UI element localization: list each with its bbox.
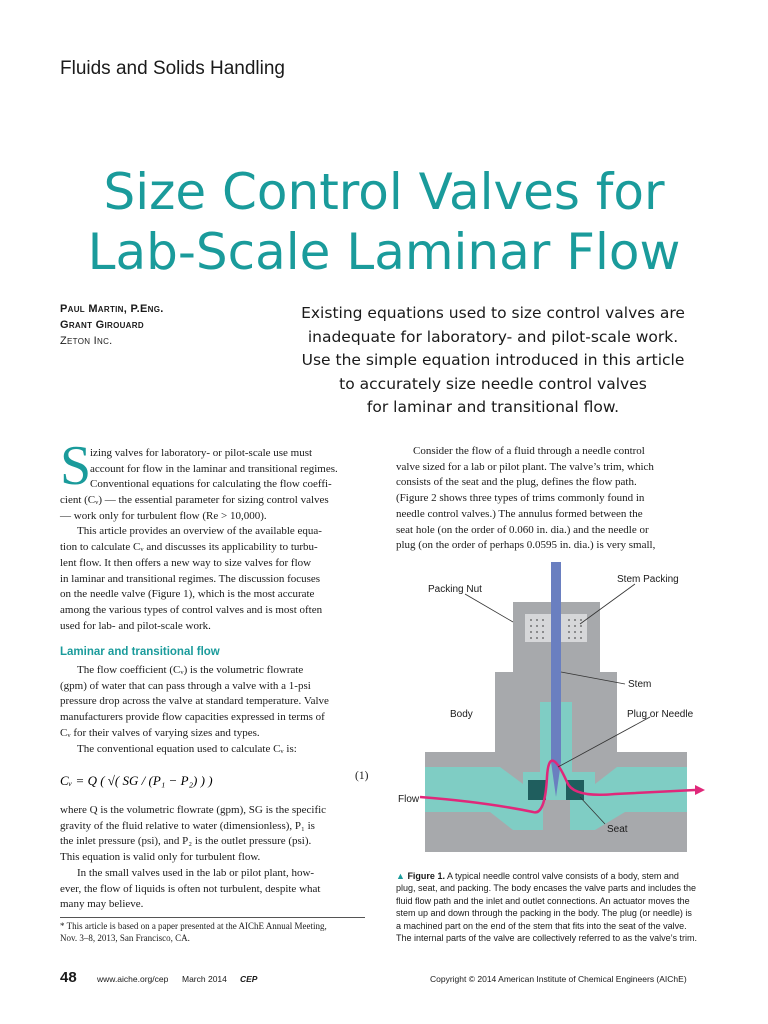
- caption-line: The internal parts of the valve are collectively referred to as the valve’s trim.: [396, 933, 697, 944]
- body-line: the inlet pressure (psi), and P₂ is the outlet pressure (psi).: [60, 835, 312, 848]
- body-line: lent flow. It then offers a new way to size valves for flow: [60, 556, 312, 569]
- label-body: Body: [450, 709, 473, 720]
- title-line-2: Lab-Scale Laminar Flow: [87, 223, 681, 281]
- body-line: (gpm) of water that can pass through a valve with a 1-psi: [60, 679, 311, 692]
- body-line: cient (Cᵥ) — the essential parameter for sizing control valves: [60, 494, 329, 506]
- label-plug: Plug or Needle: [627, 709, 694, 720]
- body-line: Cᵥ for their valves of varying sizes and types.: [60, 726, 260, 739]
- label-packing-nut: Packing Nut: [428, 584, 482, 595]
- right-column-para: [396, 444, 655, 554]
- body-line: where Q is the volumetric flowrate (gpm), SG is the specific: [60, 804, 327, 816]
- footnote-line: * This article is based on a paper presented at the AIChE Annual Meeting,: [60, 921, 327, 931]
- page-number: 48: [60, 969, 77, 986]
- author-block: [60, 301, 164, 349]
- body-line: used for lab- and pilot-scale work.: [60, 619, 211, 632]
- deck-line: Use the simple equation introduced in this article: [301, 351, 685, 369]
- body-line: tion to calculate Cᵥ and discusses its applicability to turbu-: [60, 541, 318, 554]
- body-line: izing valves for laboratory- or pilot-scale use must: [90, 447, 313, 459]
- body-line: seat hole (on the order of 0.060 in. dia.) and the needle or: [396, 523, 649, 536]
- body-line: Consider the flow of a fluid through a needle control: [413, 445, 645, 457]
- body-line: The conventional equation used to calculate Cᵥ is:: [77, 742, 297, 755]
- body-line: valve sized for a lab or pilot plant. The valve’s trim, which: [396, 460, 654, 473]
- body-line: gravity of the fluid relative to water (dimensionless), P₁ is: [60, 819, 315, 832]
- footnote: [60, 920, 327, 944]
- body-line: among the various types of control valves and is most often: [60, 603, 323, 616]
- body-line: This article provides an overview of the available equa-: [77, 525, 322, 538]
- body-line: many may believe.: [60, 898, 144, 911]
- body-line: In the small valves used in the lab or pilot plant, how-: [77, 866, 315, 879]
- body-line: on the needle valve (Figure 1), which is the most accurate: [60, 588, 315, 601]
- deck-line: inadequate for laboratory- and pilot-scale work.: [307, 327, 679, 346]
- section-label: Fluids and Solids Handling: [60, 58, 285, 79]
- body-line: Conventional equations for calculating the flow coeffi-: [90, 478, 332, 491]
- footer-journal: CEP: [240, 974, 258, 984]
- equation-1: [60, 760, 370, 800]
- intro-lines: [60, 493, 329, 634]
- body-line: This equation is valid only for turbulent flow.: [60, 851, 261, 864]
- article-deck: [268, 302, 718, 420]
- label-flow: Flow: [398, 794, 420, 805]
- body-line: consists of the seat and the plug, defines the flow path.: [396, 476, 637, 489]
- para-where: [60, 803, 326, 913]
- deck-line: to accurately size needle control valves: [339, 374, 647, 393]
- figure-1-valve-diagram: [395, 562, 715, 862]
- caption-line-1: [396, 870, 697, 882]
- body-line: in laminar and transitional regimes. The discussion focuses: [60, 572, 321, 585]
- article-title: [0, 162, 768, 282]
- deck-line: for laminar and transitional flow.: [366, 398, 620, 416]
- equation-number: (1): [355, 770, 369, 782]
- author-1: Paul Martin, P.Eng.: [60, 303, 164, 315]
- label-stem: Stem: [628, 679, 652, 690]
- footer-copyright: Copyright © 2014 American Institute of Chemical Engineers (AIChE): [430, 974, 687, 984]
- subhead-laminar: Laminar and transitional flow: [60, 646, 220, 658]
- flow-arrowhead: [695, 785, 705, 795]
- leader-packing-nut: [465, 594, 513, 622]
- equation-text: Cᵥ = Q ( √( SG / (P₁ − P₂) ) ): [60, 773, 213, 788]
- body-line: The flow coefficient (Cᵥ) is the volumetric flowrate: [77, 664, 304, 676]
- drop-cap: S: [60, 435, 92, 497]
- caption-label: Figure 1.: [407, 871, 445, 881]
- caption-line: a machined part on the end of the stem that fits into the seat of the valve.: [396, 920, 687, 931]
- body-line: account for flow in the laminar and transitional regimes.: [90, 462, 338, 475]
- para-flow-coefficient: [60, 663, 329, 757]
- caption-line: plug, seat, and packing. The body encases the valve parts and includes the: [396, 883, 697, 894]
- body-line: plug (on the order of perhaps 0.0595 in. dia.) is very small,: [396, 539, 656, 552]
- body-line: ever, the flow of liquids is often not turbulent, despite what: [60, 882, 321, 895]
- body-line: — work only for turbulent flow (Re > 10,000).: [60, 509, 267, 522]
- title-line-1: Size Control Valves for: [103, 163, 665, 221]
- footnote-rule: [60, 917, 365, 918]
- deck-line: Existing equations used to size control valves are: [301, 304, 685, 322]
- caption-text: A typical needle control valve consists of a body, stem and: [444, 871, 679, 881]
- author-company: Zeton Inc.: [60, 335, 113, 347]
- body-line: needle control valves.) The annulus formed between the: [396, 507, 643, 520]
- footnote-line: Nov. 3–8, 2013, San Francisco, CA.: [60, 933, 190, 943]
- footer-date: March 2014: [182, 974, 227, 984]
- caption-line: fluid flow path and the inlet and outlet connections. An actuator moves the: [396, 895, 690, 906]
- body-line: manufacturers provide flow capacities expressed in terms of: [60, 711, 325, 724]
- valve-seat-left: [528, 780, 546, 800]
- caption-line: stem up and down through the packing in the body. The plug (or needle) is: [396, 908, 692, 919]
- label-stem-packing: Stem Packing: [617, 574, 679, 585]
- figure-1-caption: [396, 870, 697, 944]
- author-2: Grant Girouard: [60, 319, 144, 331]
- triangle-icon: ▲: [396, 871, 405, 881]
- body-line: (Figure 2 shows three types of trims commonly found in: [396, 492, 645, 505]
- body-line: pressure drop across the valve at standard temperature. Valve: [60, 695, 329, 708]
- footer-url: www.aiche.org/cep: [97, 974, 169, 984]
- label-seat: Seat: [607, 824, 628, 835]
- intro-lines-indented: [90, 446, 338, 493]
